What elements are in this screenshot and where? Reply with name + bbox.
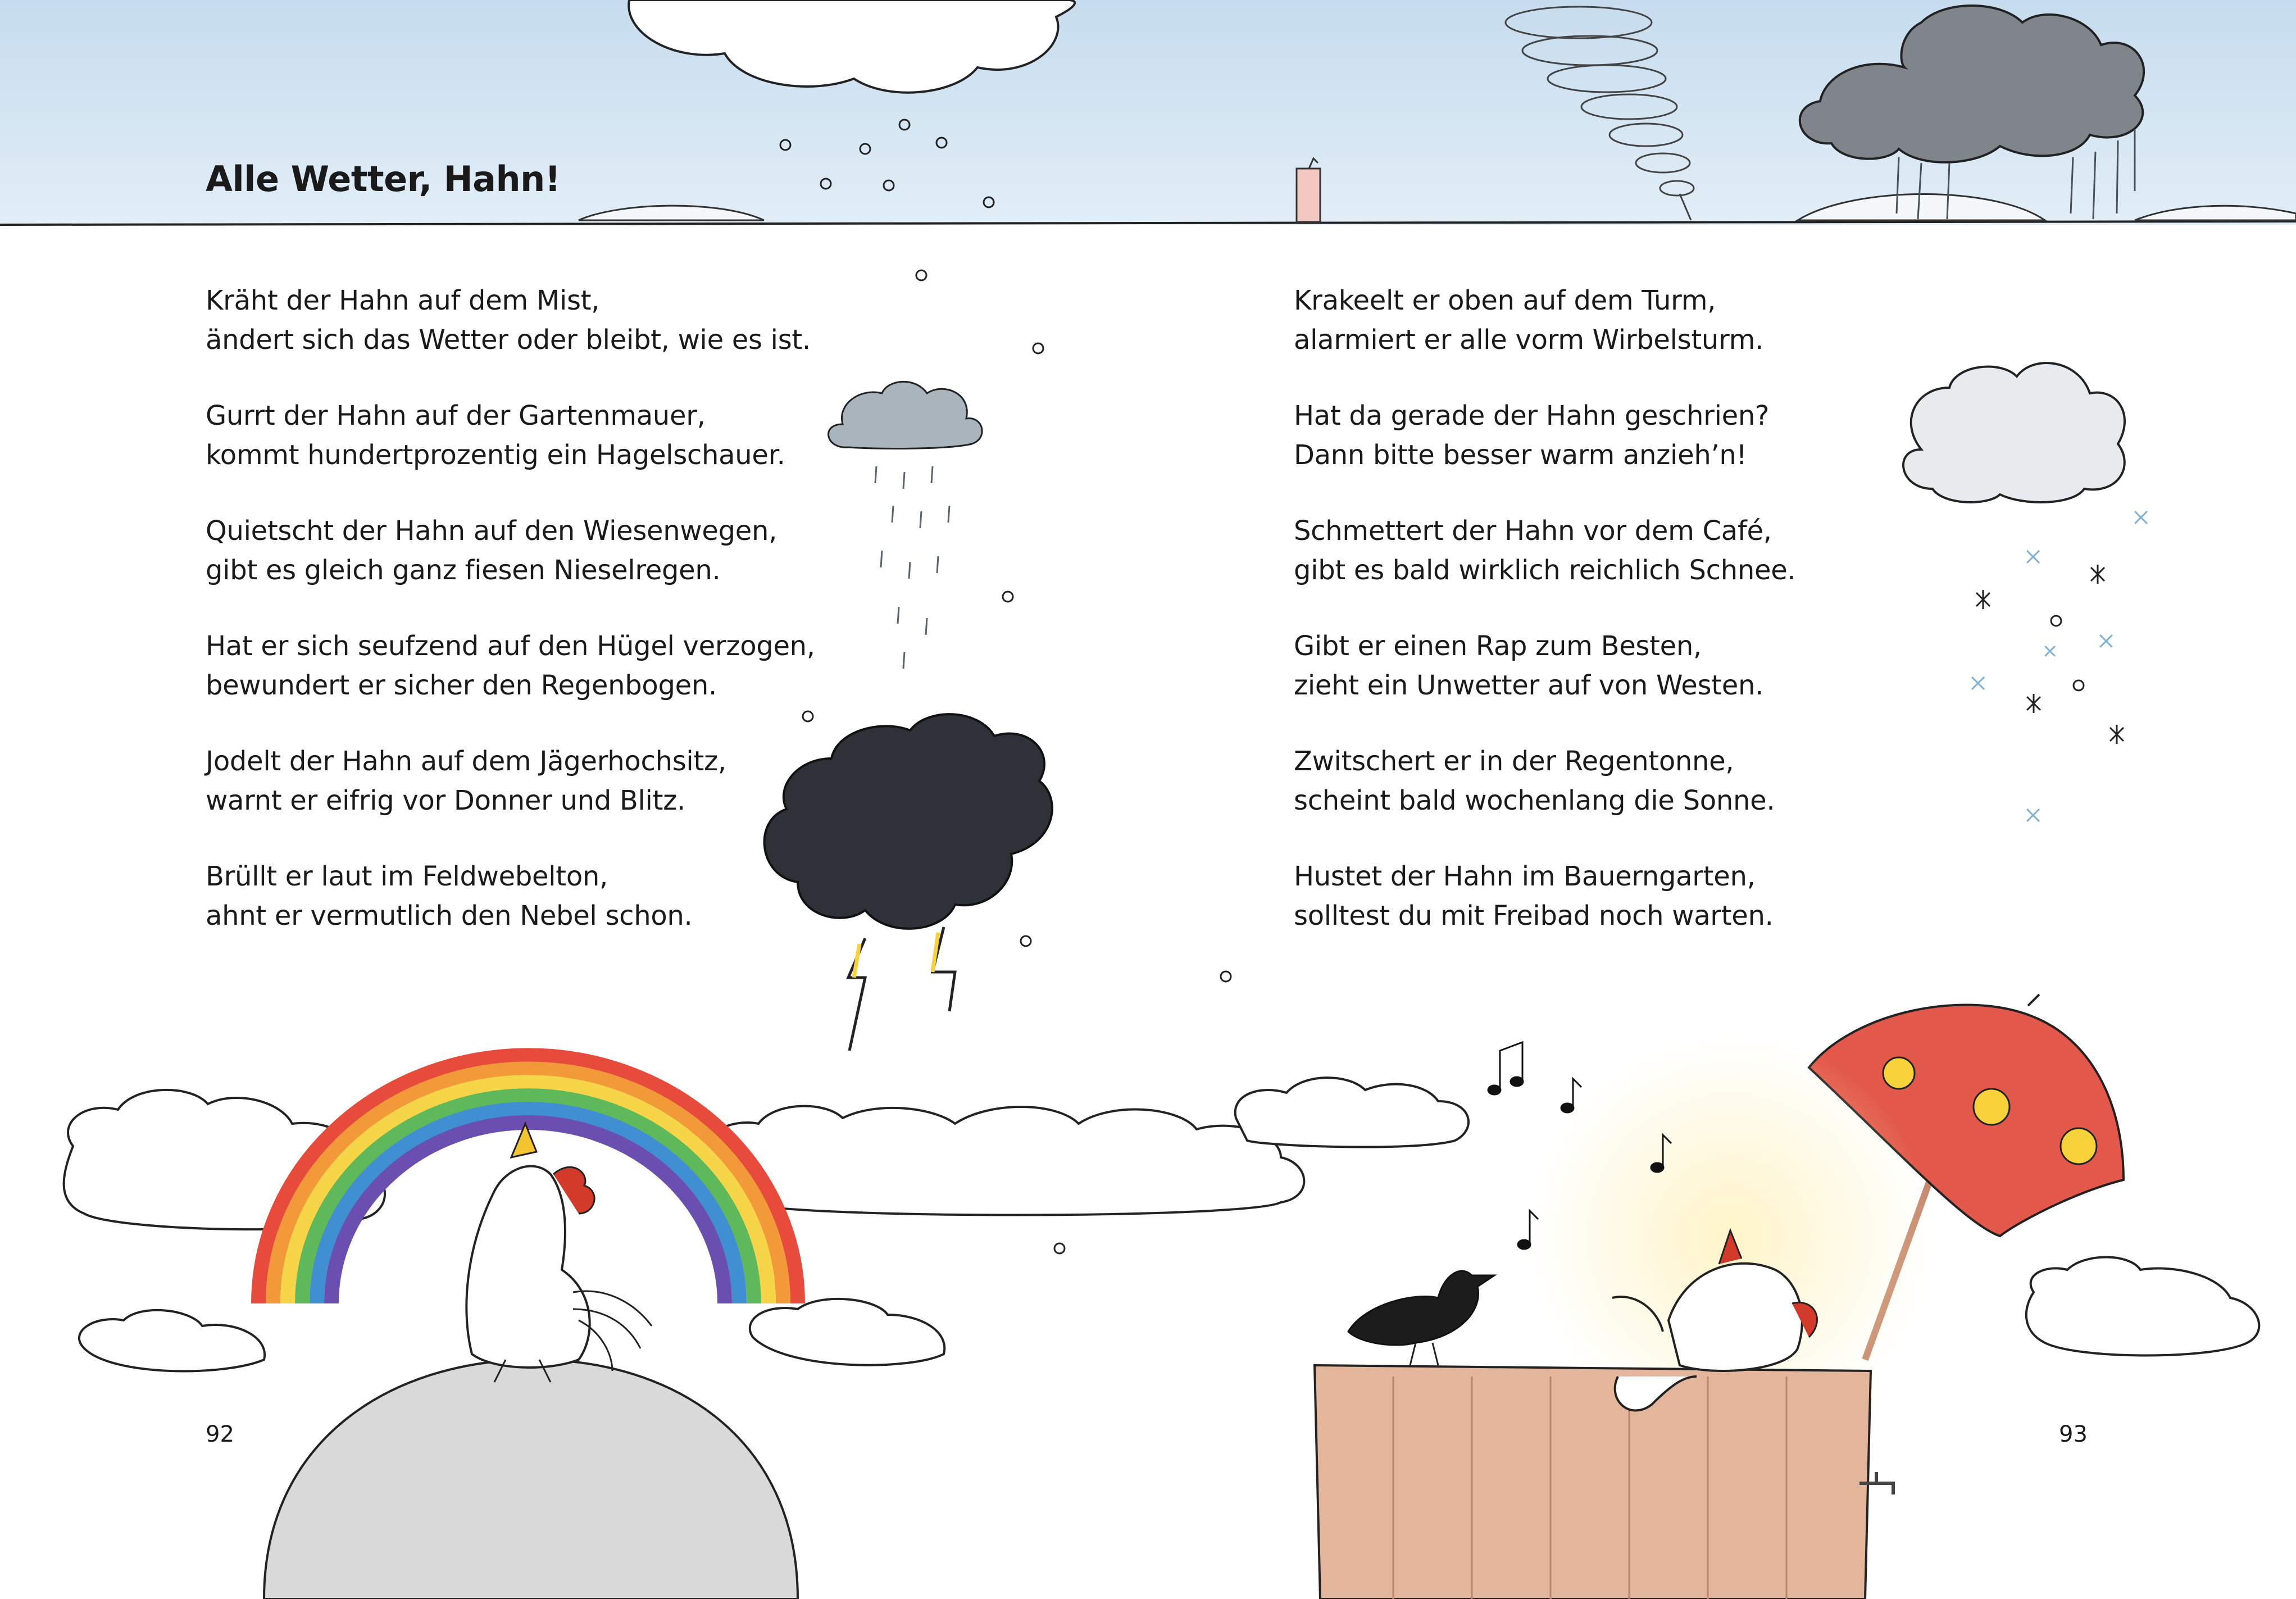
poem-line: gibt es gleich ganz fiesen Nieselregen. (206, 555, 721, 586)
blackbird-icon (1348, 1271, 1494, 1365)
stanza (206, 742, 824, 820)
poem-line: Hustet der Hahn im Bauerngarten, (1294, 861, 1756, 892)
poem-line: gibt es bald wirklich reichlich Schnee. (1294, 555, 1796, 586)
poem-line: ändert sich das Wetter oder bleibt, wie es ist. (206, 324, 811, 356)
fence-icon (1315, 1365, 1893, 1599)
poem-line: Gibt er einen Rap zum Besten, (1294, 630, 1702, 662)
snow-cloud-icon (1903, 363, 2147, 821)
poem-line: Zwitschert er in der Regentonne, (1294, 746, 1734, 777)
rain-cloud-icon (829, 381, 983, 669)
rooster-on-hill-icon (466, 1124, 652, 1382)
page-number-left: 92 (206, 1421, 234, 1447)
stanza (1294, 857, 1912, 935)
poem-line: ahnt er vermutlich den Nebel schon. (206, 900, 693, 932)
hill-icon (264, 1360, 798, 1599)
stanza (206, 281, 824, 360)
stanza (1294, 626, 1912, 705)
stanza (1294, 281, 1912, 360)
poem-line: solltest du mit Freibad noch warten. (1294, 900, 1774, 932)
poem-line: Hat da gerade der Hahn geschrien? (1294, 400, 1770, 431)
poem-line: Quietscht der Hahn auf den Wiesenwegen, (206, 515, 778, 547)
poem-line: zieht ein Unwetter auf von Westen. (1294, 670, 1764, 701)
poem-line: warnt er eifrig vor Donner und Blitz. (206, 785, 685, 816)
right-poem-column (1294, 281, 1912, 972)
stanza (1294, 742, 1912, 820)
poem-line: Gurrt der Hahn auf der Gartenmauer, (206, 400, 706, 431)
stanza (1294, 396, 1912, 475)
poem-line: scheint bald wochenlang die Sonne. (1294, 785, 1775, 816)
poem-line: Jodelt der Hahn auf dem Jägerhochsitz, (206, 746, 726, 777)
poem-line: kommt hundertprozentig ein Hagelschauer. (206, 439, 785, 471)
poem-line: Kräht der Hahn auf dem Mist, (206, 285, 600, 316)
left-poem-column (206, 281, 824, 972)
tower-icon (1297, 158, 1320, 222)
page-number-right: 93 (2059, 1421, 2088, 1447)
stanza (206, 626, 824, 705)
stanza (206, 396, 824, 475)
poem-line: Schmettert der Hahn vor dem Café, (1294, 515, 1772, 547)
poem-line: Hat er sich seufzend auf den Hügel verzogen, (206, 630, 815, 662)
poem-line: Krakeelt er oben auf dem Turm, (1294, 285, 1716, 316)
stanza (1294, 511, 1912, 590)
poem-line: Brüllt er laut im Feldwebelton, (206, 861, 608, 892)
poem-line: alarmiert er alle vorm Wirbelsturm. (1294, 324, 1764, 356)
poem-line: Dann bitte besser warm anzieh’n! (1294, 439, 1747, 471)
poem-line: bewundert er sicher den Regenbogen. (206, 670, 717, 701)
poem-title: Alle Wetter, Hahn! (206, 158, 561, 199)
stanza (206, 511, 824, 590)
stanza (206, 857, 824, 935)
